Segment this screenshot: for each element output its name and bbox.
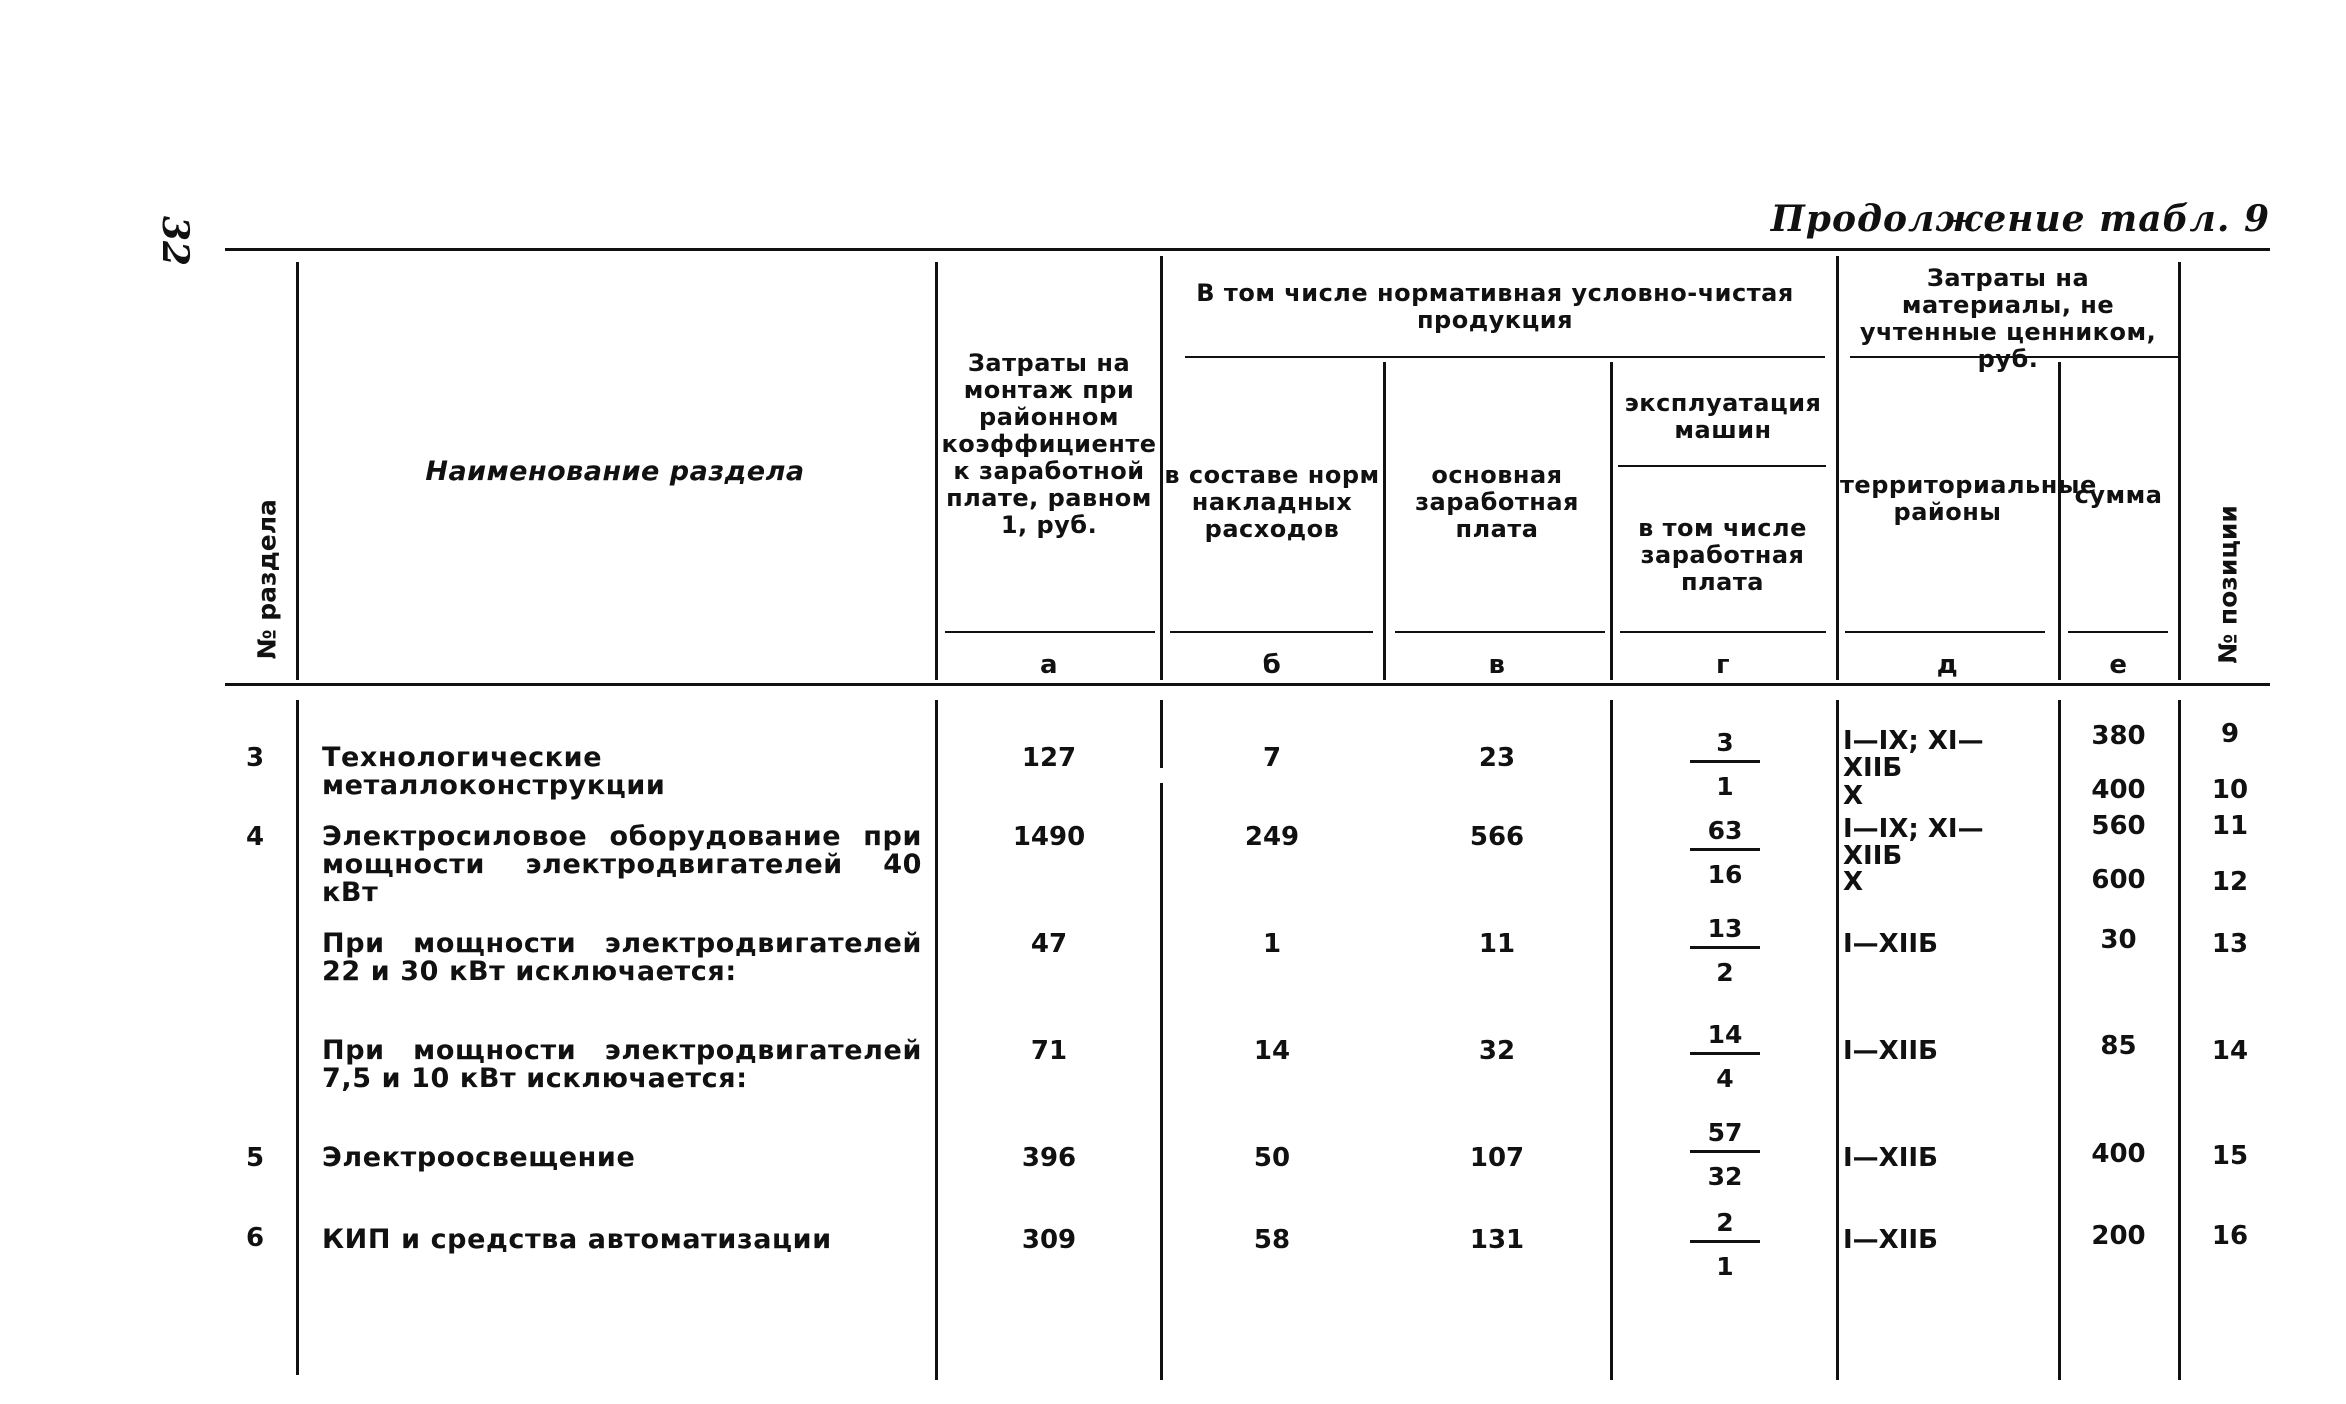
row-4-b: 14 (1253, 1036, 1291, 1066)
row-1-sum-1: 380 (2091, 721, 2146, 751)
row-4-terr: I—XIIБ (1843, 1036, 1938, 1066)
row-6-g-top: 2 (1716, 1208, 1734, 1237)
row-4-g-line (1690, 1052, 1760, 1055)
header-col-g-top: эксплуатация машин (1624, 389, 1822, 444)
letter-d: д (1936, 650, 1959, 680)
row-2-g-bot: 16 (1707, 860, 1743, 889)
letter-a: а (1039, 650, 1059, 680)
row-5-g-bot: 32 (1707, 1162, 1743, 1191)
row-4-a: 71 (1030, 1036, 1068, 1066)
row-4-pos: 14 (2211, 1036, 2249, 1066)
row-2-name: Электросиловое оборудование при мощности электродвигателей 40 кВт (322, 821, 922, 908)
letter-b: б (1262, 650, 1282, 680)
header-pos: № позиции (2213, 505, 2243, 664)
row-2-terr-1: I—IX; XI—XIIБ (1843, 814, 1984, 871)
row-5-g-top: 57 (1707, 1118, 1743, 1147)
row-3-g-bot: 2 (1716, 958, 1734, 987)
header-col-e: сумма (2074, 481, 2163, 509)
table-title: Продолжение табл. 9 (1770, 198, 2270, 240)
row-5-g-line (1690, 1150, 1760, 1153)
row-2-pos-1: 11 (2211, 811, 2249, 841)
row-3-g-top: 13 (1707, 914, 1743, 943)
row-1-name: Технологические металлоконструкции (322, 742, 666, 801)
row-3-terr: I—XIIБ (1843, 929, 1938, 959)
row-2-terr-2: X (1843, 867, 1864, 897)
row-1-a: 127 (1021, 743, 1077, 773)
row-2-sum-1: 560 (2091, 811, 2146, 841)
row-2-a: 1490 (1012, 822, 1086, 852)
row-2-pos-2: 12 (2211, 867, 2249, 897)
row-2-b: 249 (1244, 822, 1300, 852)
row-2-razdel: 4 (245, 822, 265, 852)
row-6-g-bot: 1 (1716, 1252, 1734, 1281)
row-2-g-line (1690, 848, 1760, 851)
row-2-g-top: 63 (1707, 816, 1743, 845)
row-6-sum: 200 (2091, 1221, 2146, 1251)
letter-g: г (1715, 650, 1731, 680)
header-group-vtom: В том числе нормативная условно-чистая продукция (1196, 279, 1794, 334)
row-5-v: 107 (1469, 1143, 1525, 1173)
row-6-a: 309 (1021, 1225, 1077, 1255)
row-1-v: 23 (1478, 743, 1516, 773)
row-1-g-line (1690, 760, 1760, 763)
row-2-v: 566 (1469, 822, 1525, 852)
header-razdel: № раздела (252, 499, 282, 660)
row-3-a: 47 (1030, 929, 1068, 959)
row-1-pos-2: 10 (2211, 775, 2249, 805)
row-6-razdel: 6 (245, 1223, 265, 1253)
row-1-sum-2: 400 (2091, 775, 2146, 805)
header-col-a: Затраты на монтаж при районном коэффициенте к заработной плате, равном 1, руб. (941, 349, 1157, 539)
row-6-name: КИП и средства автоматизации (322, 1224, 832, 1255)
row-5-a: 396 (1021, 1143, 1077, 1173)
row-1-razdel: 3 (245, 743, 265, 773)
top-rule (225, 248, 2270, 251)
row-3-name: При мощности электродвигателей 22 и 30 кВт исключается: (322, 928, 922, 987)
header-col-g-sub: в том числе заработная плата (1638, 514, 1807, 596)
header-name: Наименование раздела (425, 456, 805, 487)
header-bottom-rule (225, 683, 2270, 686)
row-5-sum: 400 (2091, 1139, 2146, 1169)
row-3-pos: 13 (2211, 929, 2249, 959)
row-4-name: При мощности электродвигателей 7,5 и 10 кВт исключается: (322, 1035, 922, 1094)
header-col-d: территориальные районы (1840, 471, 2097, 526)
row-5-b: 50 (1253, 1143, 1291, 1173)
row-1-pos-1: 9 (2220, 719, 2240, 749)
row-5-pos: 15 (2211, 1141, 2249, 1171)
header-col-b: в составе норм накладных расходов (1164, 461, 1380, 543)
row-6-g-line (1690, 1240, 1760, 1243)
row-2-sum-2: 600 (2091, 865, 2146, 895)
header-col-v: основная заработная плата (1415, 461, 1579, 543)
row-6-pos: 16 (2211, 1221, 2249, 1251)
page-number: 32 (154, 215, 197, 267)
row-4-v: 32 (1478, 1036, 1516, 1066)
row-3-sum: 30 (2100, 925, 2137, 955)
row-1-terr-2: X (1843, 781, 1864, 811)
row-3-v: 11 (1478, 929, 1516, 959)
row-1-g-top: 3 (1716, 728, 1734, 757)
row-1-terr-1: I—IX; XI—XIIБ (1843, 726, 1984, 783)
row-4-g-top: 14 (1707, 1020, 1743, 1049)
row-6-b: 58 (1253, 1225, 1291, 1255)
row-5-razdel: 5 (245, 1143, 265, 1173)
letter-e: е (2109, 650, 2128, 680)
row-4-g-bot: 4 (1716, 1064, 1734, 1093)
row-1-b: 7 (1262, 743, 1282, 773)
letter-v: в (1488, 650, 1506, 680)
row-5-terr: I—XIIБ (1843, 1143, 1938, 1173)
row-6-terr: I—XIIБ (1843, 1225, 1938, 1255)
row-5-name: Электроосвещение (322, 1142, 636, 1173)
row-6-v: 131 (1469, 1225, 1525, 1255)
row-3-b: 1 (1262, 929, 1282, 959)
header-group-mat: Затраты на материалы, не учтенные ценником, руб. (1859, 264, 2157, 373)
row-4-sum: 85 (2100, 1031, 2137, 1061)
row-1-g-bot: 1 (1716, 772, 1734, 801)
row-3-g-line (1690, 946, 1760, 949)
